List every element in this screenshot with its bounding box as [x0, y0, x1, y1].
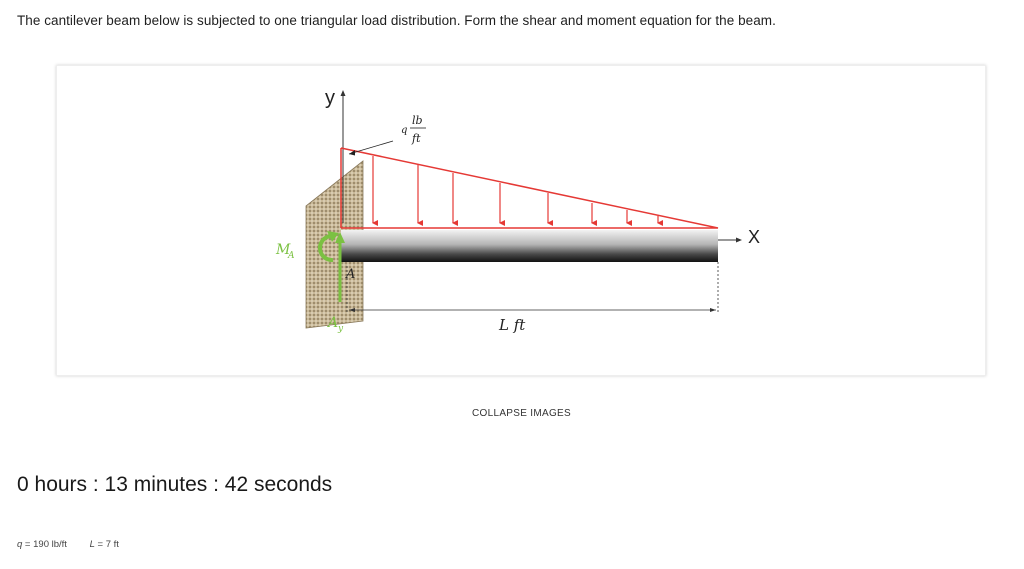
load-intensity-label	[349, 114, 426, 156]
reaction-subscript: y	[338, 324, 344, 334]
cantilever-beam-diagram	[57, 66, 987, 377]
svg-text:q: q	[401, 125, 408, 136]
x-axis-label: X	[748, 227, 761, 247]
moment-subscript: A	[288, 251, 295, 261]
countdown-timer: 0 hours : 13 minutes : 42 seconds	[17, 473, 333, 496]
given-parameters	[17, 539, 119, 550]
svg-text:lb: lb	[412, 114, 423, 127]
svg-text:ft: ft	[412, 132, 421, 145]
beam	[341, 230, 718, 262]
question-text: The cantilever beam below is subjected to one triangular load distribution. Form the shear and moment equation for the beam.	[17, 13, 776, 28]
collapse-images-button[interactable]: COLLAPSE IMAGES	[472, 408, 571, 419]
moment-label: M	[276, 242, 291, 258]
beam-figure	[56, 65, 986, 376]
triangular-load	[341, 148, 718, 228]
length-label: L ft	[499, 316, 526, 334]
param-l: L = 7 ft	[89, 539, 119, 550]
reaction-label: A	[328, 315, 339, 331]
length-dimension	[347, 262, 718, 334]
y-axis-label: y	[325, 87, 335, 109]
param-q: q = 190 lb/ft	[17, 539, 67, 550]
x-axis	[718, 227, 760, 247]
point-a-label: A	[346, 267, 356, 282]
